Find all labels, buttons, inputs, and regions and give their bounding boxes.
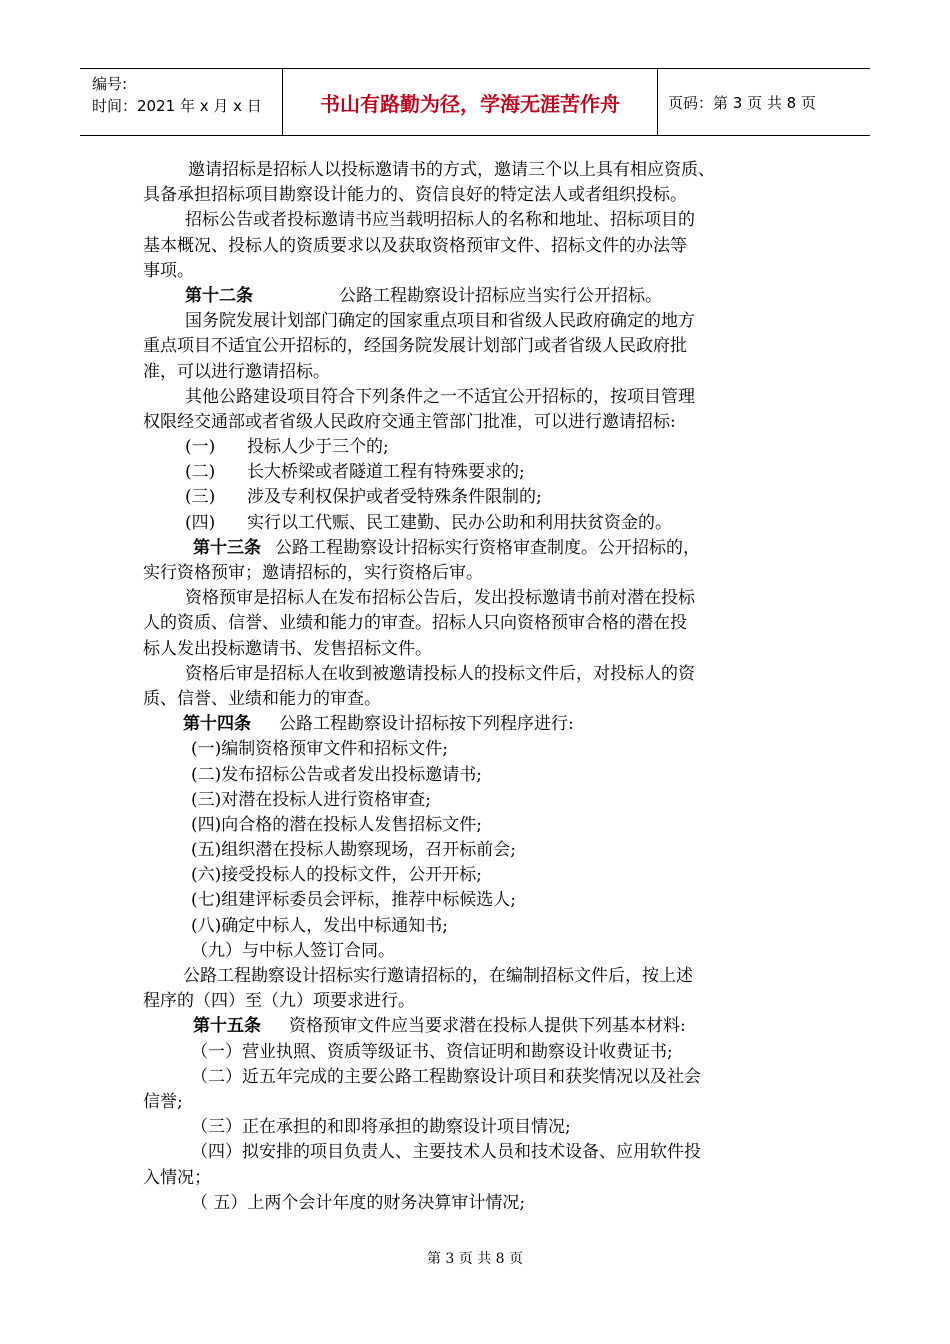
paragraph-line: 入情况； [143,1167,211,1188]
paragraph-line: 资格后审是招标人在收到被邀请投标人的投标文件后，对投标人的资 [185,663,695,684]
condition-item [143,435,823,460]
article-12 [143,284,823,309]
header-page-info: 页码：第 3 页 共 8 页 [668,93,816,112]
paragraph-line: 权限经交通部或者省级人民政府交通主管部门批准，可以进行邀请招标: [143,411,676,432]
article-14 [143,712,823,737]
document-body [143,158,823,1216]
condition-item [143,511,823,536]
procedure-item: (一)编制资格预审文件和招标文件; [191,739,448,760]
paragraph-line: 公路工程勘察设计招标实行邀请招标的，在编制招标文件后，按上述 [183,966,693,986]
paragraph-line: 信誉; [143,1091,183,1112]
document-date: 时间：2021 年 x 月 x 日 [92,97,262,115]
paragraph-line: 事项。 [143,260,194,281]
material-item: （二）近五年完成的主要公路工程勘察设计项目和获奖情况以及社会 [191,1066,701,1087]
paragraph-line: 具备承担招标项目勘察设计能力的、资信良好的特定法人或者组织投标。 [143,185,687,206]
page-footer: 第 3 页 共 8 页 [426,1251,524,1267]
page-header [80,68,870,136]
article-14-text: 公路工程勘察设计招标按下列程序进行: [279,714,574,735]
procedure-item: (五)组织潜在投标人勘察现场，召开标前会; [191,840,516,861]
paragraph-line: 重点项目不适宜公开招标的，经国务院发展计划部门或者省级人民政府批 [143,336,687,357]
paragraph-line: 招标公告或者投标邀请书应当载明招标人的名称和地址、招标项目的 [185,210,695,231]
condition-item [143,460,823,485]
article-13-label: 第十三条 [193,537,261,558]
article-12-label: 第十二条 [185,285,253,306]
article-13 [143,536,823,561]
paragraph-line: 邀请招标是招标人以投标邀请书的方式，邀请三个以上具有相应资质、 [188,160,715,180]
header-motto: 书山有路勤为径，学海无涯苦作舟 [283,69,658,135]
paragraph-line: 人的资质、信誉、业绩和能力的审查。招标人只向资格预审合格的潜在投 [143,613,687,634]
procedure-item: (八)确定中标人，发出中标通知书; [191,915,448,936]
condition-label: (二) [185,462,216,483]
article-15-text: 资格预审文件应当要求潜在投标人提供下列基本材料: [289,1016,686,1037]
paragraph-line: 国务院发展计划部门确定的国家重点项目和省级人民政府确定的地方 [185,311,695,332]
material-item: （ 五）上两个会计年度的财务决算审计情况; [191,1192,526,1213]
condition-label: (四) [185,512,216,533]
procedure-item: (六)接受投标人的投标文件，公开开标; [191,865,482,886]
condition-text: 长大桥梁或者隧道工程有特殊要求的; [247,462,525,483]
condition-label: (三) [185,487,216,508]
procedure-item: (三)对潜在投标人进行资格审查; [191,789,431,810]
paragraph-line: 标人发出投标邀请书、发售招标文件。 [143,638,432,659]
condition-text: 实行以工代赈、民工建勤、民办公助和利用扶贫资金的。 [247,512,672,533]
procedure-item: (二)发布招标公告或者发出投标邀请书; [191,764,482,785]
material-item: （三）正在承担的和即将承担的勘察设计项目情况; [191,1117,571,1138]
paragraph-line: 基本概况、投标人的资质要求以及获取资格预审文件、招标文件的办法等 [143,235,687,256]
document-number-label: 编号: [92,75,128,93]
article-12-text: 公路工程勘察设计招标应当实行公开招标。 [339,285,662,306]
article-15-label: 第十五条 [193,1016,261,1037]
article-13-text: 公路工程勘察设计招标实行资格审查制度。公开招标的， [275,537,700,558]
condition-label: (一) [185,437,216,458]
paragraph-line: 实行资格预审；邀请招标的，实行资格后审。 [143,563,483,583]
condition-item [143,485,823,510]
procedure-item: (七)组建评标委员会评标，推荐中标候选人; [191,890,516,911]
paragraph-line: 准，可以进行邀请招标。 [143,361,330,382]
material-item: （一）营业执照、资质等级证书、资信证明和勘察设计收费证书; [191,1041,673,1062]
article-14-label: 第十四条 [183,714,251,735]
paragraph-line: 其他公路建设项目符合下列条件之一不适宜公开招标的，按项目管理 [185,386,695,407]
procedure-item: （九）与中标人签订合同。 [191,940,395,961]
procedure-item: (四)向合格的潜在投标人发售招标文件; [191,814,482,835]
paragraph-line: 程序的（四）至（九）项要求进行。 [143,991,415,1012]
condition-text: 投标人少于三个的; [247,437,389,458]
condition-text: 涉及专利权保护或者受特殊条件限制的; [247,487,542,508]
material-item: （四）拟安排的项目负责人、主要技术人员和技术设备、应用软件投 [191,1142,701,1163]
article-15 [143,1014,823,1039]
header-meta [80,69,283,135]
paragraph-line: 资格预审是招标人在发布招标公告后，发出投标邀请书前对潜在投标 [185,588,695,609]
paragraph-line: 质、信誉、业绩和能力的审查。 [143,688,381,709]
